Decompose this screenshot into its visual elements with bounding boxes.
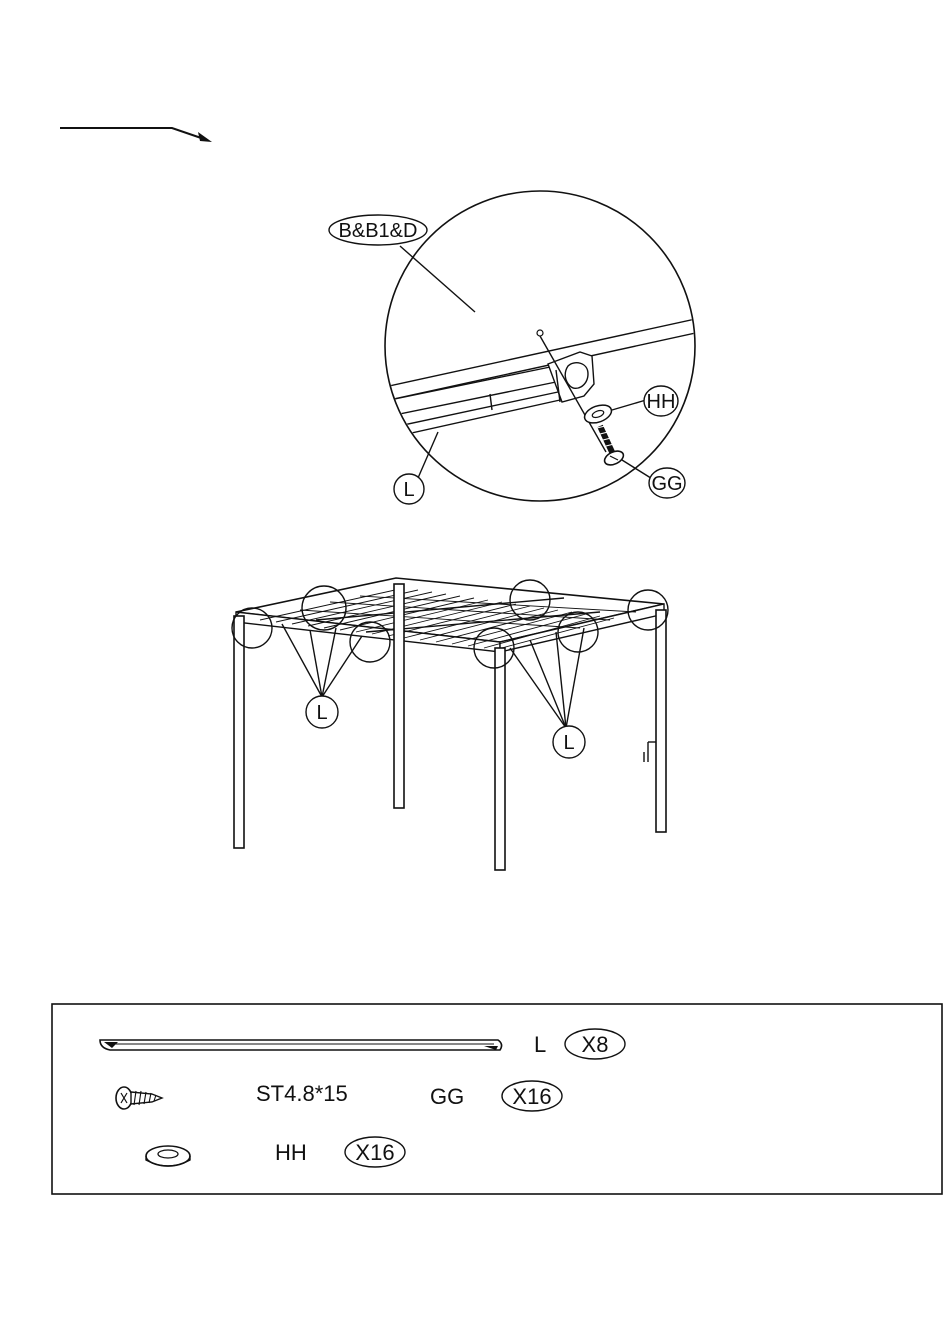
l-label-detail: L — [403, 479, 415, 501]
assembly-label: B&B1&D — [338, 220, 418, 242]
part-hh-qty: X16 — [355, 1140, 395, 1165]
step-arrow-icon — [60, 128, 212, 142]
l-label-left: L — [316, 702, 328, 724]
post-back-right — [656, 610, 666, 832]
detail-view — [329, 191, 700, 504]
parts-list — [52, 1004, 942, 1194]
part-gg-qty: X16 — [512, 1084, 552, 1109]
post-front-left — [234, 616, 244, 848]
crank-handle-icon — [644, 742, 656, 762]
post-back-left — [394, 584, 404, 808]
part-hh-code: HH — [275, 1140, 307, 1165]
part-gg-spec: ST4.8*15 — [256, 1081, 348, 1106]
part-gg-code: GG — [430, 1084, 465, 1109]
pergola-overview — [232, 578, 668, 870]
louver-slat-icon — [100, 1040, 502, 1050]
gg-label: GG — [651, 473, 683, 495]
washer-icon — [146, 1146, 190, 1166]
part-l-qty: X8 — [581, 1032, 609, 1057]
l-label-right: L — [563, 732, 575, 754]
hh-label: HH — [646, 391, 676, 413]
post-front-right — [495, 648, 505, 870]
part-l-code: L — [534, 1032, 547, 1057]
